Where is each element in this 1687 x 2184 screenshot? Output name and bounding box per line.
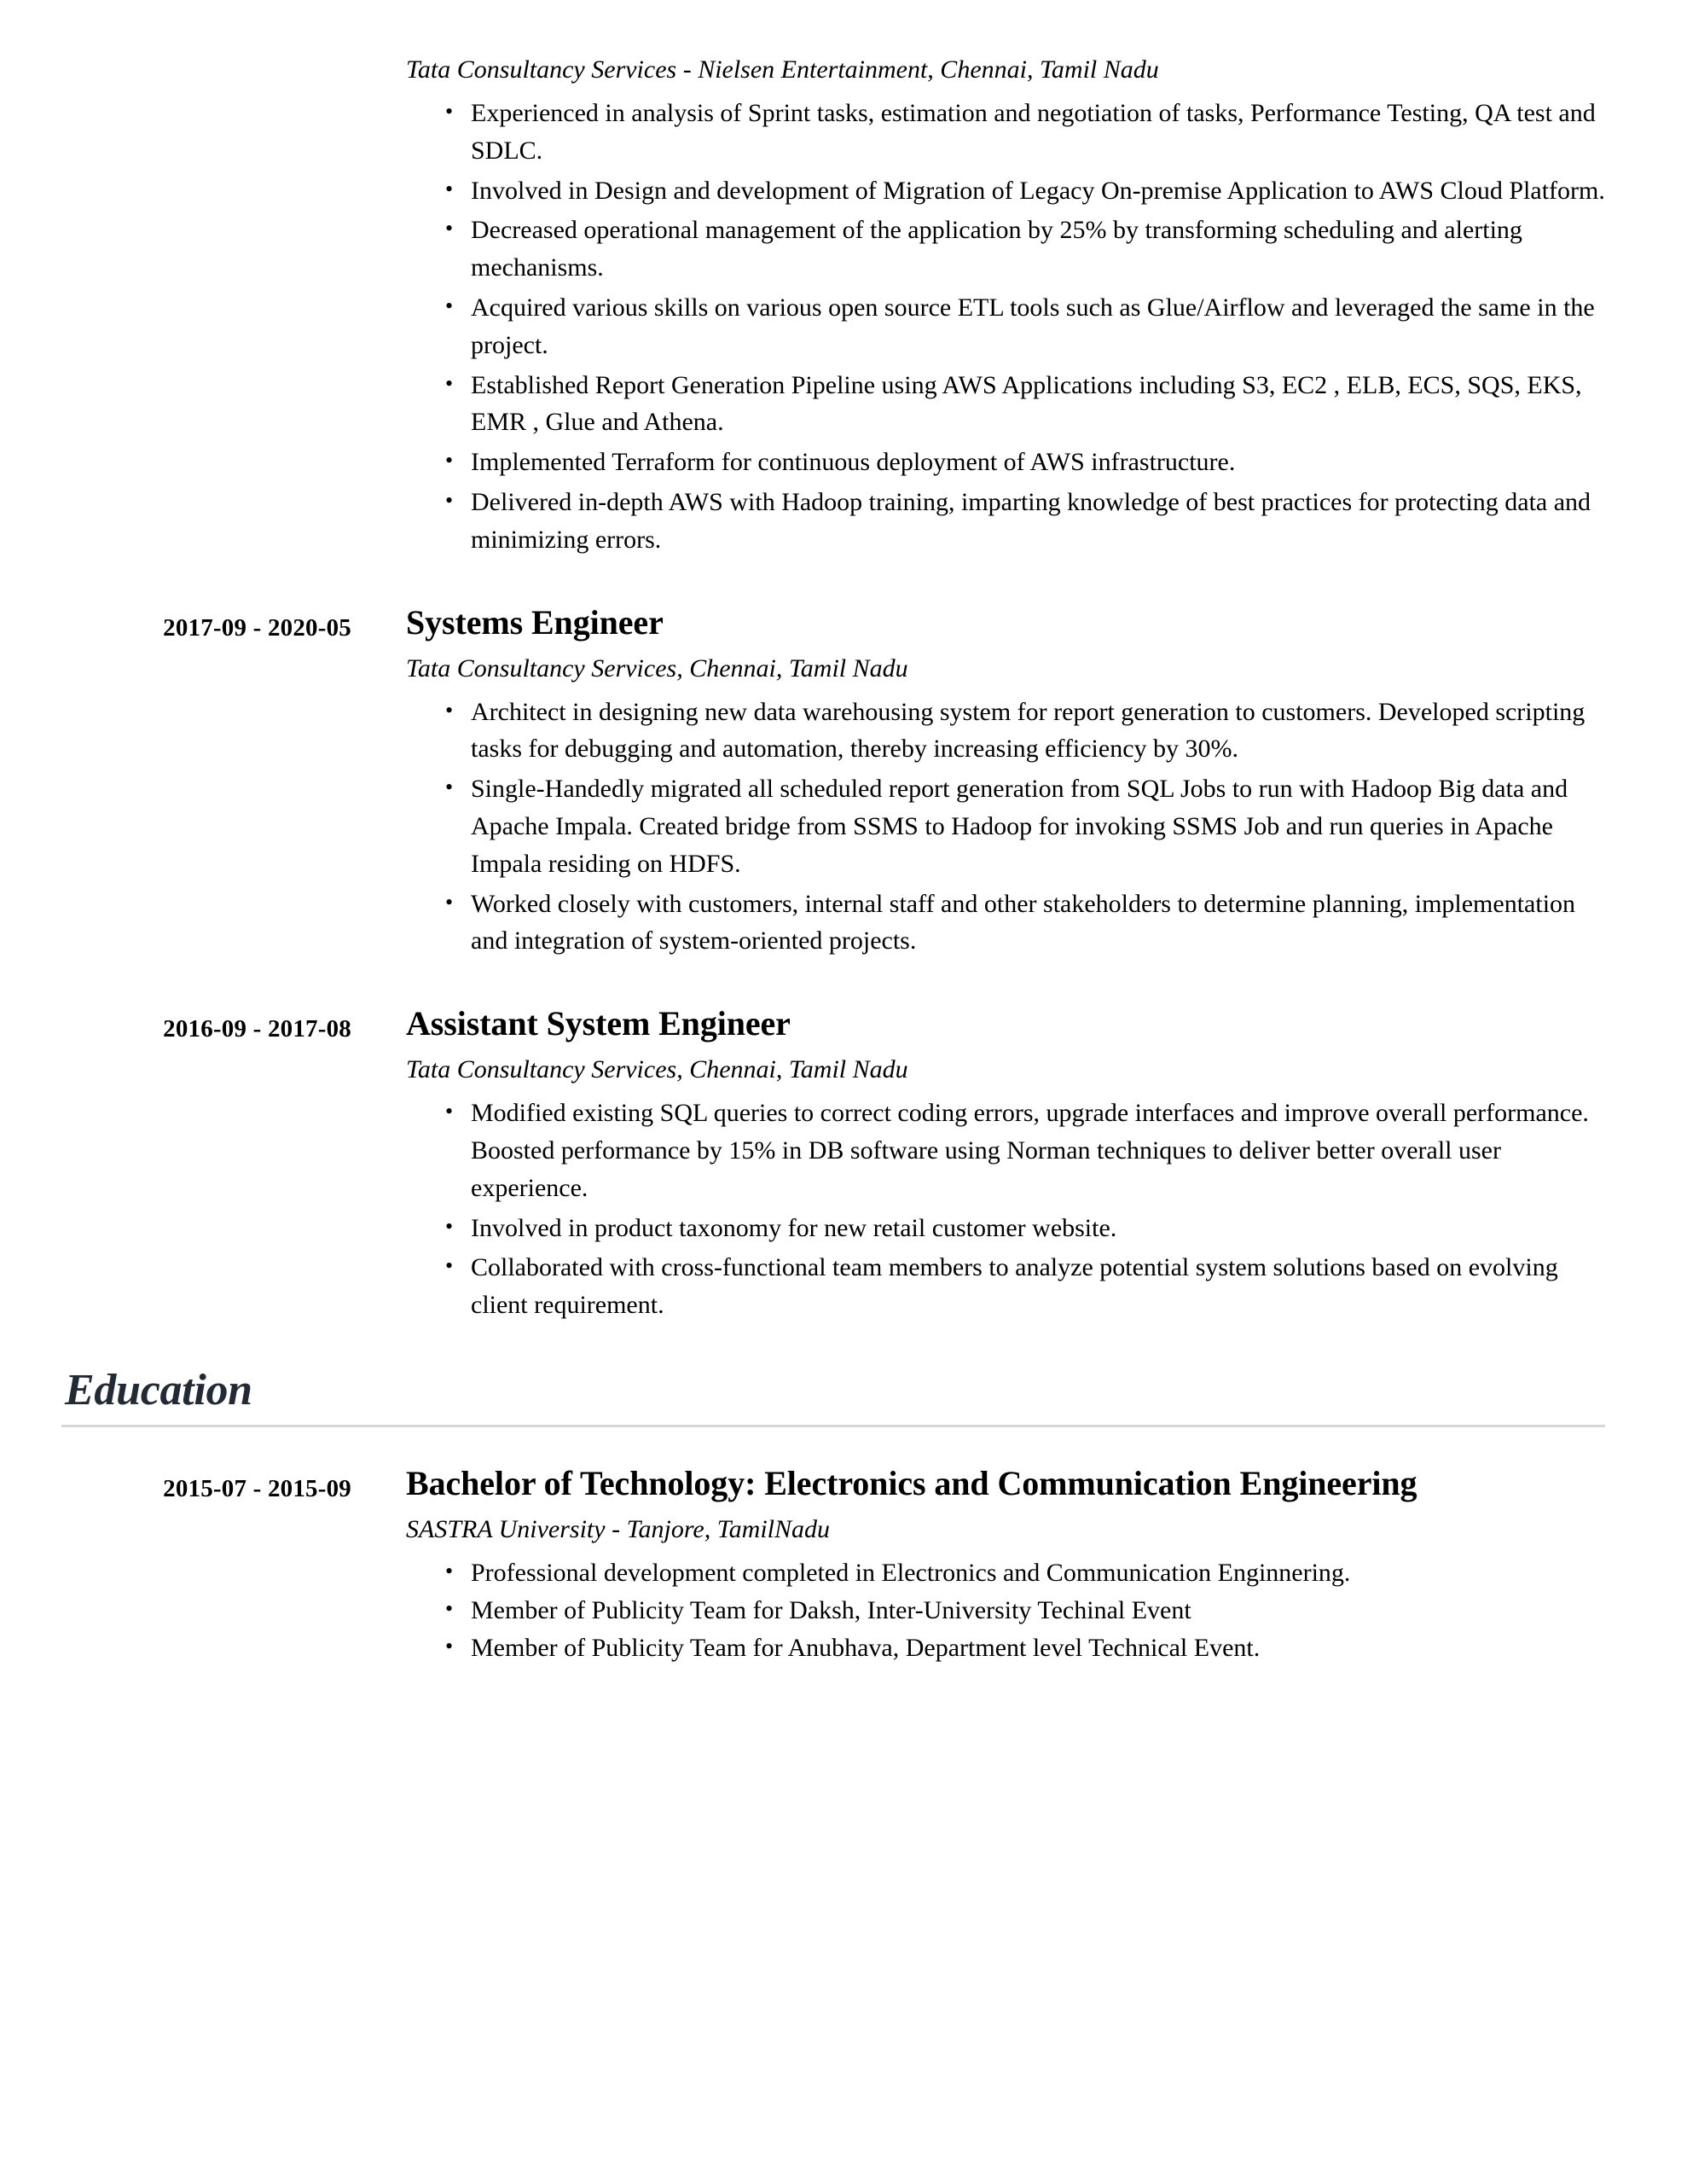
entry-dates: 2017-09 - 2020-05	[163, 613, 351, 642]
job-title: Assistant System Engineer	[406, 1004, 791, 1043]
experience-bullet-list	[406, 694, 1605, 961]
education-entry	[61, 1463, 1605, 1666]
education-bullet-list	[406, 1554, 1605, 1666]
degree-title: Bachelor of Technology: Electronics and Communication Engineering	[406, 1464, 1417, 1503]
experience-entry-continued	[61, 0, 1605, 561]
entry-dates-empty	[61, 53, 351, 63]
list-item: • Acquired various skills on various open source ETL tools such as Glue/Airflow and leveraged the same in the project.	[445, 289, 1605, 364]
organization-line: Tata Consultancy Services, Chennai, Tamil Nadu	[406, 653, 908, 682]
entry-dates: 2016-09 - 2017-08	[163, 1015, 351, 1043]
organization-line: Tata Consultancy Services - Nielsen Entertainment, Chennai, Tamil Nadu	[406, 55, 1159, 84]
list-item: • Single-Handedly migrated all scheduled report generation from SQL Jobs to run with Hadoop Big data and Apache Impala. Created bridge from SSMS to Hadoop for invoking SSMS Job and run queries in Apache Impala residing on HDFS.	[445, 770, 1605, 882]
list-item: • Member of Publicity Team for Anubhava, Department level Technical Event.	[445, 1629, 1605, 1667]
organization-line: SASTRA University - Tanjore, TamilNadu	[406, 1515, 830, 1544]
list-item: • Delivered in-depth AWS with Hadoop training, imparting knowledge of best practices for protecting data and minimizing errors.	[445, 484, 1605, 559]
list-item: • Worked closely with customers, internal staff and other stakeholders to determine planning, implementation and integration of system-oriented projects.	[445, 886, 1605, 961]
list-item: • Involved in Design and development of Migration of Legacy On-premise Application to AWS Cloud Platform.	[445, 172, 1605, 210]
experience-entry-assistant-system-engineer	[61, 1003, 1605, 1327]
entry-body	[351, 602, 1605, 963]
list-item: • Professional development completed in Electronics and Communication Enginnering.	[445, 1554, 1605, 1592]
list-item: • Collaborated with cross-functional team members to analyze potential system solutions based on evolving client requirement.	[445, 1249, 1605, 1324]
list-item: • Experienced in analysis of Sprint tasks, estimation and negotiation of tasks, Performance Testing, QA test and SDLC.	[445, 95, 1605, 170]
entry-body	[351, 1003, 1605, 1327]
list-item: • Involved in product taxonomy for new retail customer website.	[445, 1210, 1605, 1247]
spacer	[61, 962, 1605, 1003]
experience-bullet-list	[406, 95, 1605, 559]
spacer	[61, 561, 1605, 602]
section-heading-education: Education	[65, 1365, 252, 1414]
list-item: • Implemented Terraform for continuous deployment of AWS infrastructure.	[445, 444, 1605, 481]
list-item: • Member of Publicity Team for Daksh, Inter-University Techinal Event	[445, 1592, 1605, 1629]
entry-dates: 2015-07 - 2015-09	[163, 1475, 351, 1503]
list-item: • Decreased operational management of the application by 25% by transforming scheduling and alerting mechanisms.	[445, 212, 1605, 287]
entry-body	[351, 1463, 1605, 1666]
job-title: Systems Engineer	[406, 602, 664, 642]
entry-body	[351, 53, 1605, 561]
experience-entry-systems-engineer	[61, 602, 1605, 963]
spacer	[61, 1427, 1605, 1463]
list-item: • Modified existing SQL queries to correct coding errors, upgrade interfaces and improve overall performance. Boosted performance by 15% in DB software using Norman techniques to deliver better overall user experience.	[445, 1095, 1605, 1206]
education-section	[61, 1366, 1605, 1667]
list-item: • Established Report Generation Pipeline using AWS Applications including S3, EC2 , ELB, ECS, SQS, EKS, EMR , Glue and Athena.	[445, 367, 1605, 442]
list-item: • Architect in designing new data warehousing system for report generation to customers. Developed scripting tasks for debugging and automation, thereby increasing efficiency by 30%.	[445, 694, 1605, 769]
organization-line: Tata Consultancy Services, Chennai, Tamil Nadu	[406, 1055, 908, 1084]
experience-bullet-list	[406, 1095, 1605, 1324]
